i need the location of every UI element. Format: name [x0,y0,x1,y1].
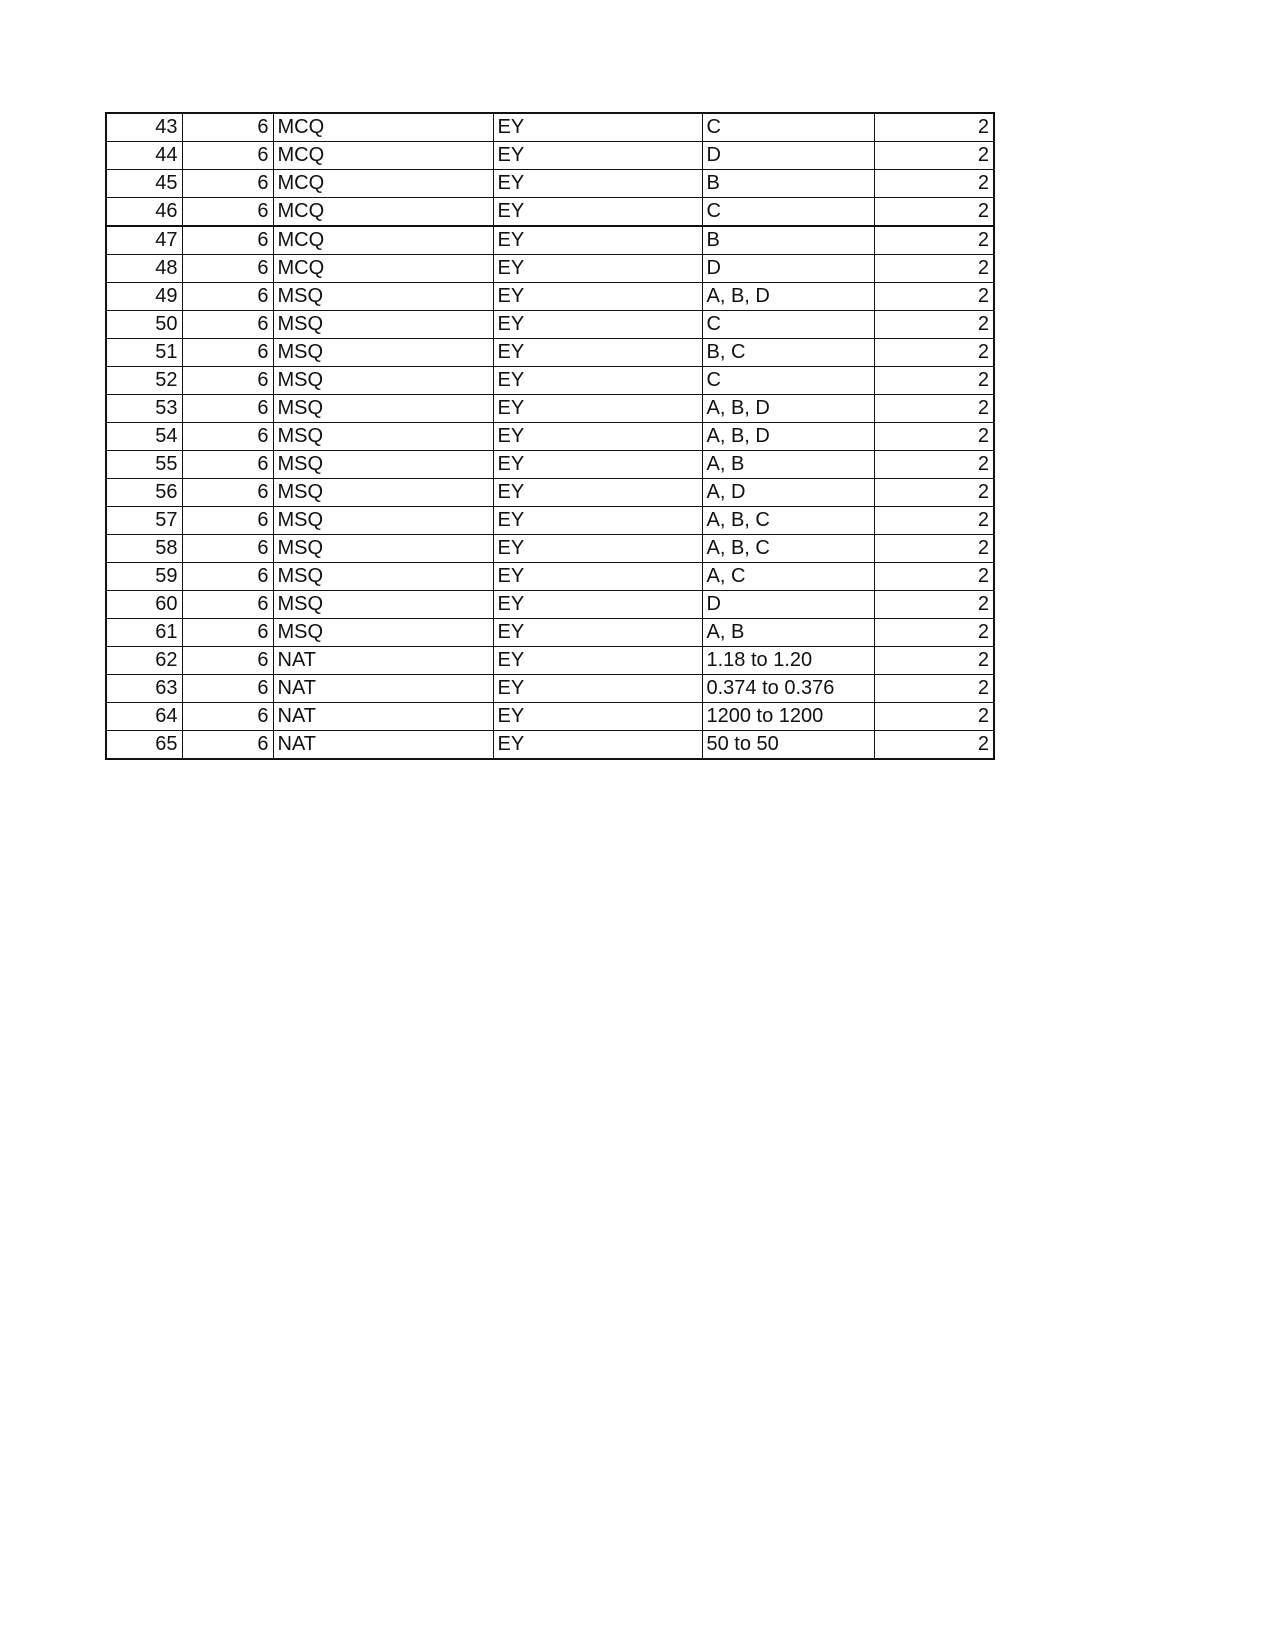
section-cell: 6 [182,703,273,731]
question-type-cell: MSQ [273,591,493,619]
table-row [106,423,994,451]
question-number-cell: 45 [106,170,182,198]
section-cell: 6 [182,619,273,647]
question-number-cell: 52 [106,367,182,395]
section-cell: 6 [182,731,273,760]
question-type-cell: MSQ [273,451,493,479]
table-row [106,170,994,198]
answer-key-table [105,112,995,760]
answer-key-cell: A, B, C [702,535,874,563]
group-cell: EY [493,226,702,255]
section-cell: 6 [182,339,273,367]
section-cell: 6 [182,113,273,142]
table-row [106,507,994,535]
group-cell: EY [493,647,702,675]
group-cell: EY [493,535,702,563]
group-cell: EY [493,283,702,311]
section-cell: 6 [182,507,273,535]
marks-cell: 2 [874,339,994,367]
marks-cell: 2 [874,563,994,591]
table-row [106,731,994,760]
question-number-cell: 49 [106,283,182,311]
question-type-cell: MSQ [273,311,493,339]
section-cell: 6 [182,535,273,563]
marks-cell: 2 [874,226,994,255]
group-cell: EY [493,170,702,198]
answer-key-cell: B [702,226,874,255]
answer-key-cell: D [702,142,874,170]
answer-key-cell: C [702,311,874,339]
group-cell: EY [493,451,702,479]
table-row [106,113,994,142]
section-cell: 6 [182,423,273,451]
marks-cell: 2 [874,142,994,170]
group-cell: EY [493,731,702,760]
section-cell: 6 [182,479,273,507]
answer-key-cell: A, D [702,479,874,507]
question-number-cell: 57 [106,507,182,535]
table-row [106,535,994,563]
section-cell: 6 [182,283,273,311]
answer-key-cell: A, B, D [702,283,874,311]
question-number-cell: 59 [106,563,182,591]
answer-key-cell: A, B, D [702,423,874,451]
table-row [106,339,994,367]
table-row [106,619,994,647]
answer-key-cell: B, C [702,339,874,367]
question-type-cell: MCQ [273,226,493,255]
question-number-cell: 65 [106,731,182,760]
marks-cell: 2 [874,170,994,198]
question-type-cell: MSQ [273,423,493,451]
table-row [106,591,994,619]
question-type-cell: MSQ [273,507,493,535]
answer-key-cell: 0.374 to 0.376 [702,675,874,703]
table-row [106,563,994,591]
table-row [106,647,994,675]
table-row [106,198,994,227]
group-cell: EY [493,142,702,170]
group-cell: EY [493,311,702,339]
question-number-cell: 55 [106,451,182,479]
question-number-cell: 46 [106,198,182,227]
question-number-cell: 64 [106,703,182,731]
group-cell: EY [493,619,702,647]
section-cell: 6 [182,142,273,170]
question-number-cell: 60 [106,591,182,619]
question-number-cell: 51 [106,339,182,367]
question-type-cell: MSQ [273,395,493,423]
group-cell: EY [493,255,702,283]
table-row [106,451,994,479]
group-cell: EY [493,563,702,591]
group-cell: EY [493,423,702,451]
marks-cell: 2 [874,535,994,563]
answer-key-cell: A, B, D [702,395,874,423]
answer-key-cell: C [702,367,874,395]
marks-cell: 2 [874,451,994,479]
question-number-cell: 47 [106,226,182,255]
question-type-cell: MCQ [273,113,493,142]
answer-key-cell: A, C [702,563,874,591]
question-type-cell: MSQ [273,367,493,395]
group-cell: EY [493,367,702,395]
question-type-cell: NAT [273,731,493,760]
table-row [106,367,994,395]
question-type-cell: NAT [273,703,493,731]
answer-key-cell: D [702,255,874,283]
question-type-cell: NAT [273,647,493,675]
answer-key-table-body [106,113,994,759]
table-row [106,226,994,255]
group-cell: EY [493,479,702,507]
answer-key-cell: A, B, C [702,507,874,535]
group-cell: EY [493,198,702,227]
marks-cell: 2 [874,479,994,507]
marks-cell: 2 [874,113,994,142]
question-type-cell: MCQ [273,255,493,283]
question-number-cell: 43 [106,113,182,142]
table-row [106,675,994,703]
marks-cell: 2 [874,367,994,395]
marks-cell: 2 [874,619,994,647]
question-number-cell: 61 [106,619,182,647]
question-number-cell: 62 [106,647,182,675]
question-number-cell: 63 [106,675,182,703]
answer-key-cell: C [702,198,874,227]
marks-cell: 2 [874,283,994,311]
question-type-cell: MCQ [273,198,493,227]
section-cell: 6 [182,591,273,619]
question-type-cell: MSQ [273,535,493,563]
question-type-cell: NAT [273,675,493,703]
answer-key-cell: A, B [702,451,874,479]
section-cell: 6 [182,451,273,479]
answer-key-cell: 1200 to 1200 [702,703,874,731]
marks-cell: 2 [874,647,994,675]
marks-cell: 2 [874,591,994,619]
section-cell: 6 [182,647,273,675]
table-row [106,283,994,311]
question-type-cell: MCQ [273,142,493,170]
question-number-cell: 56 [106,479,182,507]
group-cell: EY [493,113,702,142]
marks-cell: 2 [874,507,994,535]
marks-cell: 2 [874,311,994,339]
answer-key-cell: B [702,170,874,198]
section-cell: 6 [182,395,273,423]
question-number-cell: 44 [106,142,182,170]
answer-key-cell: A, B [702,619,874,647]
table-row [106,255,994,283]
marks-cell: 2 [874,198,994,227]
marks-cell: 2 [874,423,994,451]
question-number-cell: 58 [106,535,182,563]
question-type-cell: MCQ [273,170,493,198]
answer-key-cell: 50 to 50 [702,731,874,760]
question-number-cell: 50 [106,311,182,339]
section-cell: 6 [182,255,273,283]
table-row [106,479,994,507]
marks-cell: 2 [874,395,994,423]
group-cell: EY [493,395,702,423]
question-number-cell: 53 [106,395,182,423]
answer-key-cell: D [702,591,874,619]
table-row [106,311,994,339]
marks-cell: 2 [874,703,994,731]
section-cell: 6 [182,226,273,255]
marks-cell: 2 [874,255,994,283]
table-row [106,395,994,423]
section-cell: 6 [182,367,273,395]
table-row [106,703,994,731]
section-cell: 6 [182,311,273,339]
answer-key-cell: 1.18 to 1.20 [702,647,874,675]
group-cell: EY [493,591,702,619]
group-cell: EY [493,339,702,367]
marks-cell: 2 [874,675,994,703]
question-type-cell: MSQ [273,283,493,311]
group-cell: EY [493,703,702,731]
section-cell: 6 [182,170,273,198]
question-number-cell: 48 [106,255,182,283]
question-type-cell: MSQ [273,563,493,591]
group-cell: EY [493,507,702,535]
question-type-cell: MSQ [273,479,493,507]
question-number-cell: 54 [106,423,182,451]
question-type-cell: MSQ [273,339,493,367]
section-cell: 6 [182,675,273,703]
section-cell: 6 [182,198,273,227]
section-cell: 6 [182,563,273,591]
answer-key-cell: C [702,113,874,142]
question-type-cell: MSQ [273,619,493,647]
marks-cell: 2 [874,731,994,760]
table-row [106,142,994,170]
group-cell: EY [493,675,702,703]
